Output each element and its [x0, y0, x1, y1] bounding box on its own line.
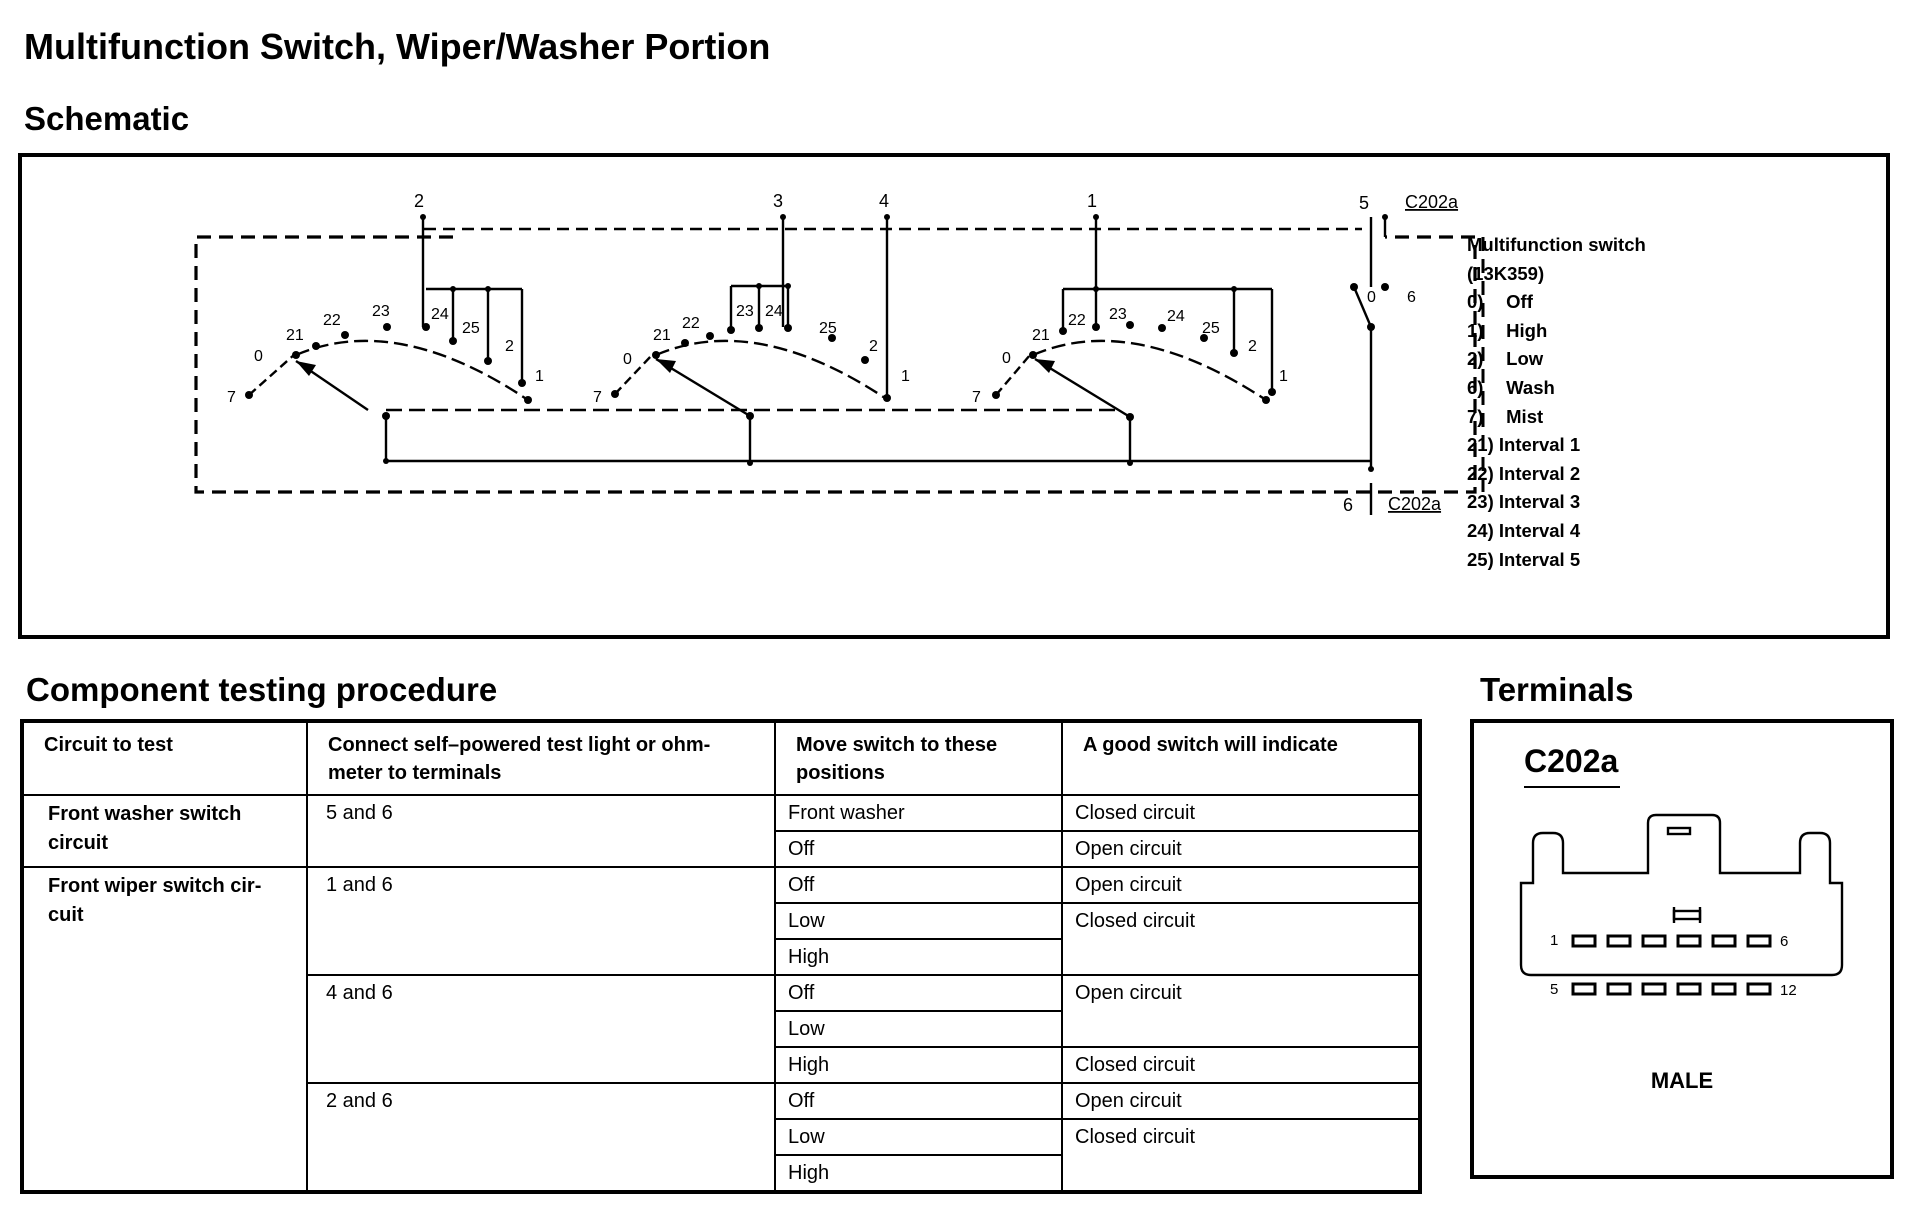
legend-item: 0) Off	[1467, 291, 1533, 313]
polarization-key	[1674, 911, 1700, 919]
switch-3-label-21: 21	[1032, 327, 1050, 344]
terminals-cell: 1 and 6	[307, 867, 775, 975]
switch-3-label-22: 22	[1068, 312, 1086, 329]
connector-id: C202a	[1524, 743, 1620, 788]
column-header: Connect self–powered test light or ohm-meter to terminals	[307, 721, 775, 795]
switch-3-label-2: 2	[1248, 338, 1257, 355]
schematic-legend	[1467, 231, 1646, 574]
switch-1-label-22: 22	[323, 312, 341, 329]
position-cell: Off	[775, 1083, 1062, 1119]
position-cell: Off	[775, 831, 1062, 867]
switch-3-label-25: 25	[1202, 320, 1220, 337]
connector-face-diagram	[1474, 723, 1890, 1175]
pin-number-12: 12	[1780, 982, 1797, 999]
terminals-cell: 2 and 6	[307, 1083, 775, 1192]
circuit-cell: Front washer switch circuit	[22, 795, 307, 867]
switch-3-label-23: 23	[1109, 306, 1127, 323]
switch-3-label-24: 24	[1167, 308, 1185, 325]
pin-label-3: 3	[773, 191, 784, 211]
indication-cell: Open circuit	[1062, 1083, 1420, 1119]
connector-gender-label: MALE	[1650, 1068, 1714, 1093]
wiper-switch-1	[249, 217, 1122, 461]
switch-2-wiper-arrow	[656, 359, 676, 373]
position-cell: Front washer	[775, 795, 1062, 831]
switch-2-label-2: 2	[869, 338, 878, 355]
testing-table	[20, 719, 1422, 1194]
pin-label-4: 4	[879, 191, 890, 211]
position-cell: High	[775, 939, 1062, 975]
switch-1-labels	[227, 303, 544, 406]
switch-2-labels	[593, 303, 910, 406]
switch-1-label-7: 7	[227, 389, 236, 406]
table-row	[22, 795, 1420, 831]
switch-1-label-24: 24	[431, 306, 449, 323]
switch-2-label-7: 7	[593, 389, 602, 406]
switch-3-label-0: 0	[1002, 350, 1011, 367]
pin-cavities	[1573, 936, 1770, 994]
position-cell: High	[775, 1047, 1062, 1083]
column-header: Circuit to test	[22, 721, 307, 795]
switch-2-label-0: 0	[623, 351, 632, 368]
switch-1-label-2: 2	[505, 338, 514, 355]
switch-2-label-21: 21	[653, 327, 671, 344]
testing-heading: Component testing procedure	[26, 671, 498, 708]
pin-number-6: 6	[1780, 933, 1789, 950]
legend-item: 25) Interval 5	[1467, 548, 1581, 570]
switch-3-label-7: 7	[972, 389, 981, 406]
legend-item: 22) Interval 2	[1467, 462, 1581, 484]
wash-switch-label-6: 6	[1407, 289, 1416, 306]
connector-label-top: C202a	[1405, 192, 1459, 212]
switch-2-label-23: 23	[736, 303, 754, 320]
pin-number-1: 1	[1550, 932, 1559, 949]
position-cell: Low	[775, 903, 1062, 939]
switch-3-label-1: 1	[1279, 368, 1288, 385]
legend-item: 24) Interval 4	[1467, 519, 1581, 541]
wash-switch-label-0: 0	[1367, 289, 1376, 306]
legend-item: 21) Interval 1	[1467, 434, 1581, 456]
position-cell: Low	[775, 1119, 1062, 1155]
pin-label-6: 6	[1343, 495, 1354, 515]
switch-1-label-0: 0	[254, 348, 263, 365]
indication-cell: Open circuit	[1062, 975, 1420, 1047]
indication-cell: Open circuit	[1062, 831, 1420, 867]
switch-2-label-25: 25	[819, 320, 837, 337]
circuit-cell: Front wiper switch cir-cuit	[22, 867, 307, 1192]
indication-cell: Closed circuit	[1062, 1119, 1420, 1192]
legend-part-number: (13K359)	[1467, 262, 1545, 284]
position-cell: Off	[775, 975, 1062, 1011]
pin-number-5: 5	[1550, 981, 1559, 998]
legend-item: 23) Interval 3	[1467, 491, 1581, 513]
page-title: Multifunction Switch, Wiper/Washer Portion	[24, 26, 771, 67]
legend-item: 7) Mist	[1467, 405, 1544, 427]
terminals-cell: 4 and 6	[307, 975, 775, 1083]
column-header: Move switch to these positions	[775, 721, 1062, 795]
switch-1-label-1: 1	[535, 368, 544, 385]
schematic-heading: Schematic	[24, 100, 190, 137]
switch-2-label-24: 24	[765, 303, 783, 320]
connector-label-bottom: C202a	[1388, 494, 1442, 514]
connector-housing	[1521, 815, 1842, 975]
legend-item: 1) High	[1467, 319, 1548, 341]
terminals-heading: Terminals	[1480, 671, 1634, 708]
switch-enclosure	[196, 237, 1475, 492]
pin-label-5: 5	[1359, 193, 1370, 213]
position-cell: Low	[775, 1011, 1062, 1047]
switch-2-label-22: 22	[682, 315, 700, 332]
switch-1-label-25: 25	[462, 320, 480, 337]
pin-label-1: 1	[1087, 191, 1098, 211]
switch-1-label-21: 21	[286, 327, 304, 344]
indication-cell: Closed circuit	[1062, 795, 1420, 831]
switch-3-wiper-arrow	[1035, 359, 1055, 373]
locking-tab	[1668, 828, 1690, 834]
indication-cell: Open circuit	[1062, 867, 1420, 903]
switch-1-label-23: 23	[372, 303, 390, 320]
wash-switch	[1354, 217, 1371, 469]
legend-item: 6) Wash	[1467, 376, 1555, 398]
pin-label-2: 2	[414, 191, 425, 211]
position-cell: High	[775, 1155, 1062, 1192]
table-row	[22, 867, 1420, 903]
terminals-cell: 5 and 6	[307, 795, 775, 867]
switch-2-label-1: 1	[901, 368, 910, 385]
terminals-panel	[1470, 719, 1894, 1179]
table-header-row	[22, 721, 1420, 795]
legend-switch-name: Multifunction switch	[1467, 234, 1646, 255]
indication-cell: Closed circuit	[1062, 903, 1420, 975]
legend-item: 2) Low	[1467, 348, 1544, 370]
indication-cell: Closed circuit	[1062, 1047, 1420, 1083]
position-cell: Off	[775, 867, 1062, 903]
column-header: A good switch will indicate	[1062, 721, 1420, 795]
